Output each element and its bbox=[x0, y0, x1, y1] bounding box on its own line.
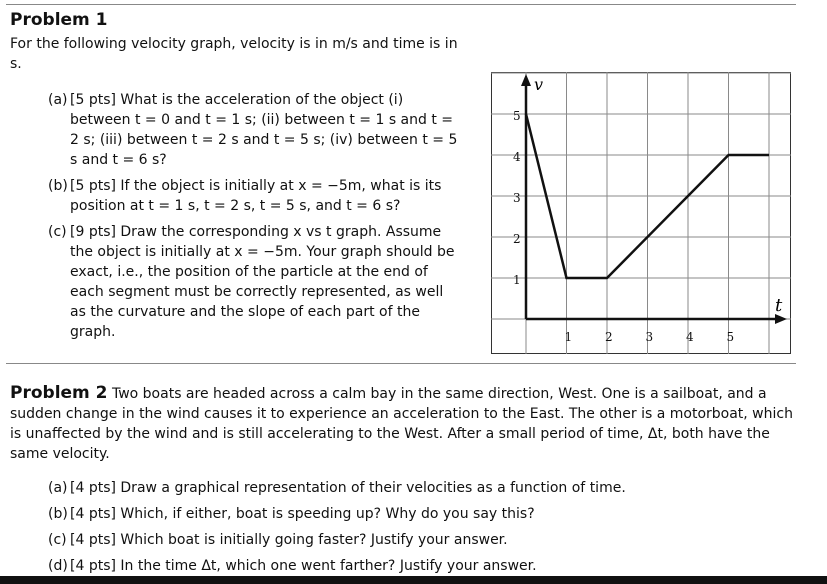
y-tick-label: 4 bbox=[513, 150, 521, 164]
problem2-text: Two boats are headed across a calm bay in the same direction, West. One is a sailboat, and a sudden change in the wind causes it to experience an acceleration to the East. The other is a motorboat, which is unaffected by the wind and is still accelerating to the West. After a small period of time, Δt, both have the same velocity. bbox=[10, 386, 793, 462]
problem1-part-b bbox=[48, 176, 462, 216]
x-axis-label: t bbox=[775, 295, 783, 316]
velocity-graph bbox=[491, 72, 791, 354]
part-label: (c) bbox=[48, 224, 67, 240]
x-tick-label: 5 bbox=[726, 330, 735, 344]
problem2-part-c bbox=[48, 530, 788, 550]
problem2-part-d bbox=[48, 556, 788, 576]
y-axis-label: v bbox=[534, 75, 544, 94]
part-text: [4 pts] Which, if either, boat is speeding up? Why do you say this? bbox=[70, 506, 535, 522]
part-text: [9 pts] Draw the corresponding x vs t graph. Assume the object is initially at x = −5m. Your graph should be exact, i.e., the position of the particle at the end of each segment must be correctly represented, as well as the curvature and the slope of each part of the graph. bbox=[70, 224, 455, 340]
problem1-part-a bbox=[48, 90, 462, 170]
y-tick-label: 2 bbox=[513, 232, 521, 246]
problem1-title: Problem 1 bbox=[10, 10, 108, 30]
top-rule bbox=[6, 4, 796, 5]
part-label: (c) bbox=[48, 532, 67, 548]
problem2-title: Problem 2 bbox=[10, 383, 108, 403]
problem2-block bbox=[10, 383, 795, 464]
x-tick-label: 2 bbox=[605, 330, 613, 344]
graph-frame bbox=[492, 73, 791, 354]
part-text: [4 pts] Draw a graphical representation of their velocities as a function of time. bbox=[70, 480, 626, 496]
part-label: (b) bbox=[48, 506, 68, 522]
problem1-part-c bbox=[48, 222, 462, 342]
part-label: (d) bbox=[48, 558, 68, 574]
problem2-part-a bbox=[48, 478, 788, 498]
x-tick-label: 1 bbox=[564, 330, 573, 344]
part-text: [5 pts] What is the acceleration of the object (i) between t = 0 and t = 1 s; (ii) between t = 1 s and t = 2 s; (iii) between t = 2 s and t = 5 s; (iv) between t = 5 s and t = 6 s? bbox=[70, 92, 458, 168]
part-label: (a) bbox=[48, 480, 68, 496]
part-label: (a) bbox=[48, 92, 68, 108]
part-text: [4 pts] Which boat is initially going faster? Justify your answer. bbox=[70, 532, 508, 548]
problem1-intro: For the following velocity graph, velocity is in m/s and time is in s. bbox=[10, 36, 458, 72]
part-text: [5 pts] If the object is initially at x = −5m, what is its position at t = 1 s, t = 2 s, t = 5 s, and t = 6 s? bbox=[70, 178, 442, 214]
y-tick-label: 1 bbox=[513, 273, 521, 287]
bottom-bar bbox=[0, 576, 827, 584]
part-label: (b) bbox=[48, 178, 68, 194]
y-tick-label: 3 bbox=[513, 191, 521, 205]
x-tick-label: 3 bbox=[645, 330, 654, 344]
part-text: [4 pts] In the time Δt, which one went farther? Justify your answer. bbox=[70, 558, 537, 574]
middle-rule bbox=[6, 363, 796, 364]
x-tick-label: 4 bbox=[686, 330, 694, 344]
y-tick-label: 5 bbox=[513, 109, 521, 123]
problem2-part-b bbox=[48, 504, 788, 524]
